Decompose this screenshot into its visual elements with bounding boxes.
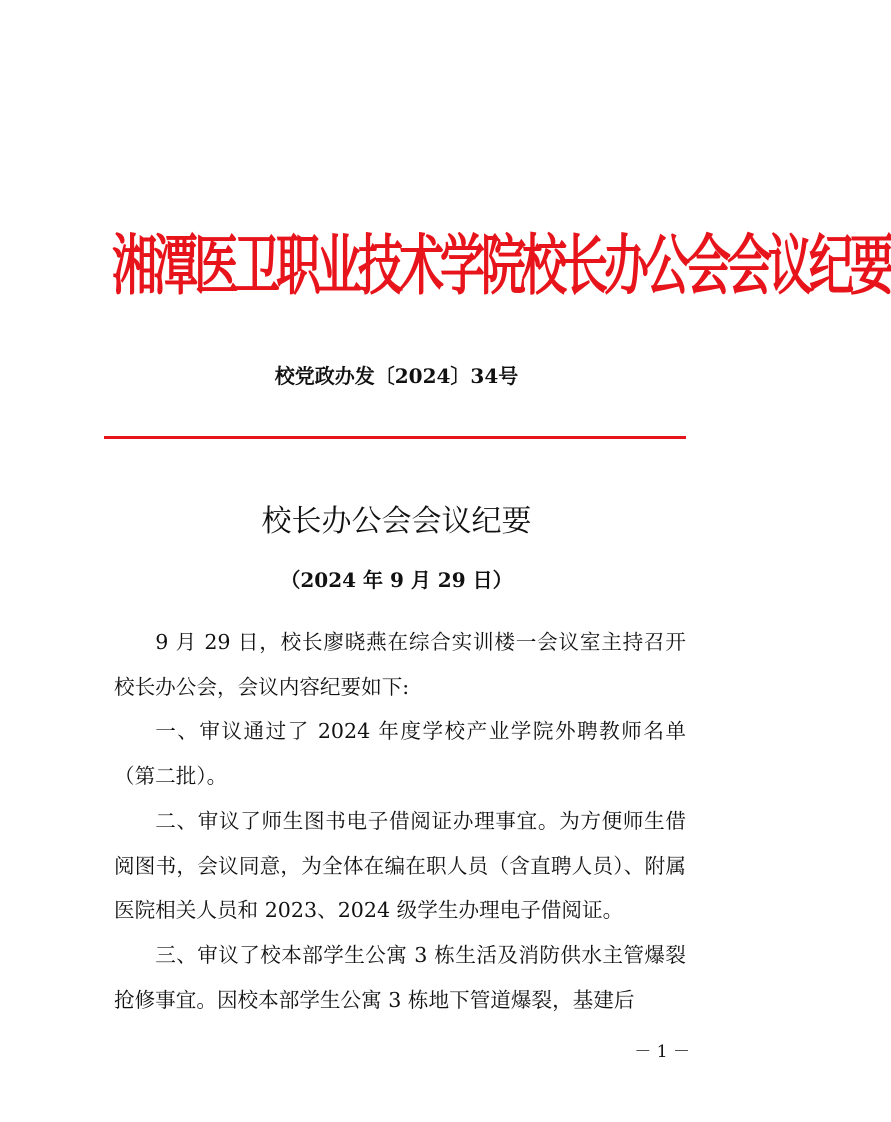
paragraph-item-2: 二、审议了师生图书电子借阅证办理事宜。为方便师生借阅图书，会议同意，为全体在编在职人员（含直聘人员）、附属医院相关人员和 2023、2024 级学生办理电子借阅证。 — [114, 808, 686, 923]
document-number: 校党政办发〔2024〕34号 — [274, 364, 519, 388]
meeting-date: （2024 年 9 月 29 日） — [280, 568, 513, 592]
page-number: － 1 － — [634, 1042, 690, 1062]
minutes-body — [114, 620, 686, 1022]
paragraph-item-3: 三、审议了校本部学生公寓 3 栋生活及消防供水主管爆裂抢修事宜。因校本部学生公寓 3 栋地下管道爆裂，基建后 — [114, 942, 686, 1012]
paragraph-item-1: 一、审议通过了 2024 年度学校产业学院外聘教师名单（第二批）。 — [114, 719, 686, 789]
red-divider-line — [104, 436, 686, 439]
minutes-title: 校长办公会会议纪要 — [261, 504, 532, 539]
paragraph-intro: 9 月 29 日，校长廖晓燕在综合实训楼一会议室主持召开校长办公会，会议内容纪要如下: — [114, 630, 686, 699]
document-header-title: 湘潭医卫职业技术学院校长办公会会议纪要 — [112, 226, 891, 304]
